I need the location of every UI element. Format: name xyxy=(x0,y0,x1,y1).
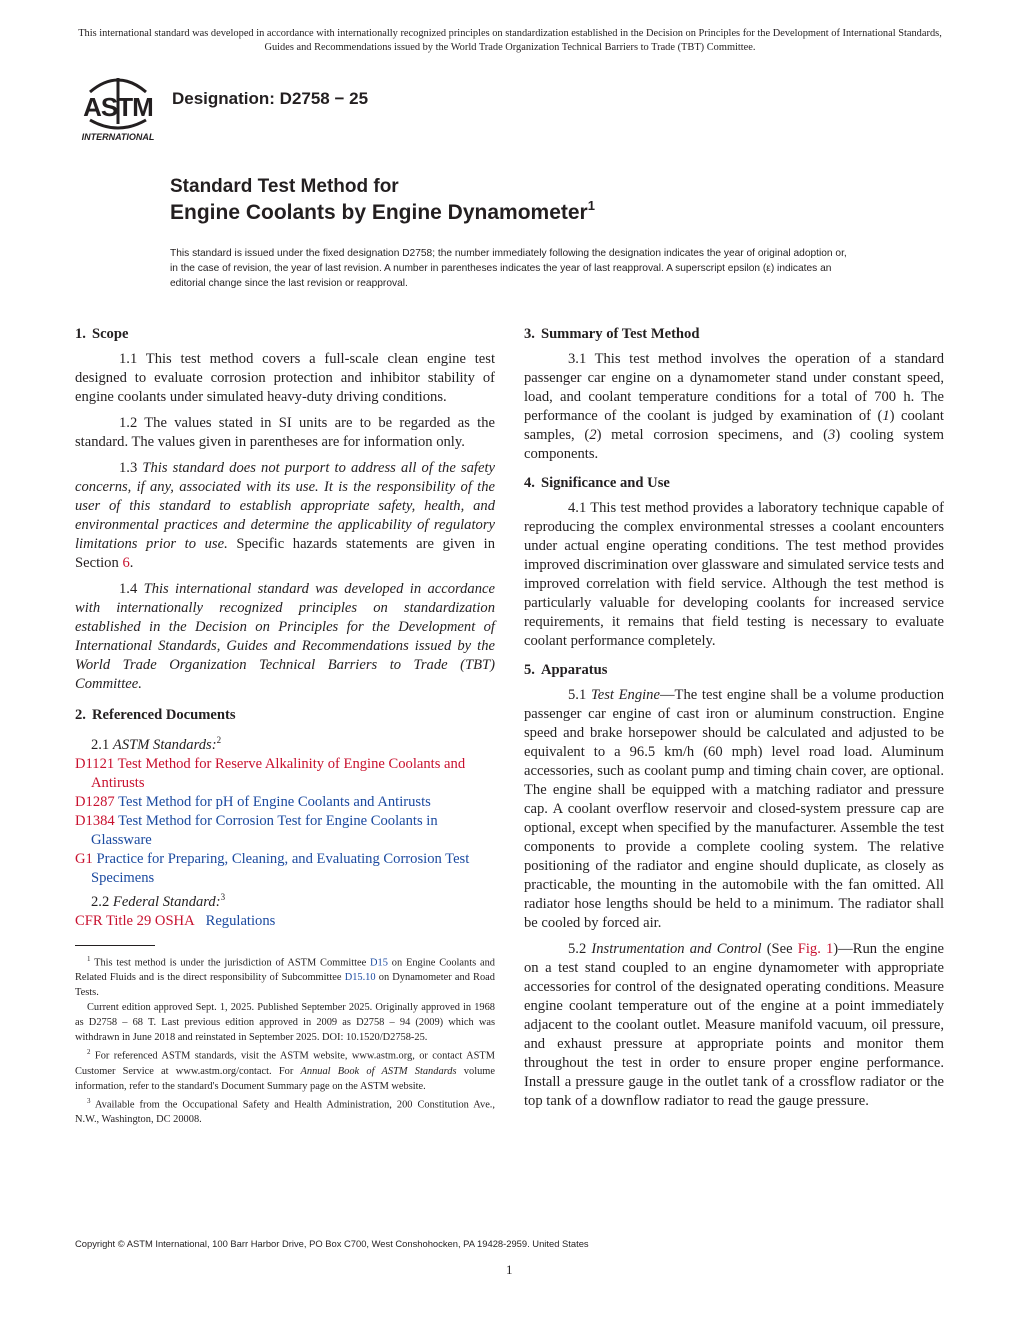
paragraph-1-3: 1.3 This standard does not purport to address all of the safety concerns, if any, associated with its use. It is the responsibility of the user of this standard to establish appropriate safety, health, and environmental practices and determine the applicability of regulatory limitations prior to use. Specific hazards statements are given in Section 6. xyxy=(75,460,495,571)
wto-notice: This international standard was developed in accordance with internationally recognized principles on standardization established in the Decision on Principles for the Development of International Standards, Guides and Recommendations issued by the World Trade Organization Technical Barriers to Trade (TBT) Committee. xyxy=(78,28,942,53)
logo-subtext: INTERNATIONAL xyxy=(81,132,155,142)
paragraph-5-2: 5.2 Instrumentation and Control (See Fig. 1)—Run the engine on a test stand coupled to an engine dynamometer with appropriate accessories for control of the designated operating conditions. Measure engine coolant temperature out of the engine at a point immediately adjacent to the coolant outlet. Measure manifold vacuum, oil pressure, and exhaust pressure at appropriate points and monitor them throughout the test in order to ensure proper engine performance. Install a pressure gauge in the outlet tank of a crossflow radiator or the top tank of a downflow radiator to read the gauge pressure. xyxy=(524,941,944,1109)
title-footnote-mark: 1 xyxy=(587,198,595,213)
paragraph-2-1: 2.1 ASTM Standards:$^2$ xyxy=(91,735,222,753)
paragraph-1-2: 1.2 The values stated in SI units are to be regarded as the standard. The values given in parentheses are for information only. xyxy=(75,415,495,450)
figure-1-link[interactable]: Fig. 1 xyxy=(797,941,834,957)
paragraph-4-1: 4.1 This test method provides a laboratory technique capable of reproducing the complex environmental stresses a coolant encounters under actual engine operating conditions. The test method provides improved discrimination over glassware and simulated service tests and improved correlation with field service. Although the test method is particularly valuable for developing coolants for increased service requirements, it remains that field testing is necessary to evaluate coolant performance completely. xyxy=(524,500,944,649)
ref-d1384[interactable]: D1384 Test Method for Corrosion Test for Engine Coolants in Glassware xyxy=(75,812,438,848)
section-heading-summary: 3. Summary of Test Method xyxy=(524,326,700,342)
page-number: 1 xyxy=(506,1262,513,1277)
footnote-rule xyxy=(75,945,155,946)
document-title xyxy=(170,175,595,227)
astm-logo xyxy=(74,74,162,144)
footnote-3: $^3$ Available from the Occupational Safety and Health Administration, 200 Constitution Ave., N.W., Washington, DC 20008. xyxy=(75,1096,495,1126)
section-heading-scope: 1. Scope xyxy=(75,326,129,342)
section-heading-significance: 4. Significance and Use xyxy=(524,475,670,491)
footnote-1: $^1$ This test method is under the jurisdiction of ASTM Committee D15 on Engine Coolants and Related Fluids and is the direct responsibility of Subcommittee D15.10 on Dynamometer and Road Tests. xyxy=(75,954,495,999)
paragraph-5-1: 5.1 Test Engine—The test engine shall be a volume production passenger car engine of cast iron or aluminum construction. Engine speed and brake horsepower should be calculated and adjusted to be equivalent to a 96.5 km/h (60 mph) level road load. Aluminum accessories, such as coolant pump and timing chain cover, are optional. The engine shall be equipped with a matching radiator and pressure cap. A coolant overflow reservoir and closed-system pressure cap are optional, except when specified by the manufacturer. Assemble the test components to provide a complete cooling system. The relative positioning of the radiator and engine should duplicate, as closely as practicable, the mounting in the automobile with the fan omitted. All radiator hose lengths should be held to a minimum. The radiator shall be cooled by forced air. xyxy=(524,687,944,931)
section-heading-apparatus: 5. Apparatus xyxy=(524,662,608,678)
paragraph-1-1: 1.1 This test method covers a full-scale clean engine test designed to evaluate corrosion protection and inhibitor stability of engine coolants under simulated heavy-duty driving conditions. xyxy=(75,351,495,405)
issued-note: This standard is issued under the fixed designation D2758; the number immediately following the designation indicates the year of original adoption or, in the case of revision, the year of last revision. A number in parentheses indicates the year of last reapproval. A superscript epsilon (ε) indicates an editorial change since the last revision or reapproval. xyxy=(170,248,847,289)
paragraph-2-2: 2.2 Federal Standard:$^3$ xyxy=(91,891,226,910)
section-heading-referenced: 2. Referenced Documents xyxy=(75,707,236,723)
ref-d1121[interactable]: D1121 Test Method for Reserve Alkalinity of Engine Coolants and Antirusts xyxy=(75,755,466,791)
copyright: Copyright © ASTM International, 100 Barr Harbor Drive, PO Box C700, West Conshohocken, PA 19428-2959. United States xyxy=(75,1238,589,1249)
ref-cfr[interactable]: CFR Title 29 OSHA Regulations xyxy=(75,912,276,929)
designation: Designation: D2758 − 25 xyxy=(172,89,369,108)
section-6-link[interactable]: 6 xyxy=(122,555,130,571)
footnote-1-edition: Current edition approved Sept. 1, 2025. Published September 2025. Originally approved in 1968 as D2758 – 68 T. Last previous edition approved in 2009 as D2758 – 94 (2009) which was withdrawn in June 2018 and reinstated in September 2025. DOI: 10.1520/D2758-25. xyxy=(75,1002,495,1044)
title-line-2: Engine Coolants by Engine Dynamometer$^1$ xyxy=(170,198,595,224)
right-column xyxy=(524,322,944,1118)
paragraph-3-1: 3.1 This test method involves the operation of a standard passenger car engine on a dynamometer stand under constant speed, load, and coolant temperature conditions for a total of 700 h. The performance of the coolant is judged by examination of (1) coolant samples, (2) metal corrosion specimens, and (3) cooling system components. xyxy=(524,351,944,462)
ref-g1[interactable]: G1 Practice for Preparing, Cleaning, and Evaluating Corrosion Test Specimens xyxy=(75,850,470,886)
footnote-2: $^2$ For referenced ASTM standards, visit the ASTM website, www.astm.org, or contact ASTM Customer Service at www.astm.org/contact. For Annual Book of ASTM Standards volume information, refer to the standard's Document Summary page on the ASTM website. xyxy=(75,1048,495,1092)
logo-text: ASTM xyxy=(83,92,153,122)
title-line-1: Standard Test Method for xyxy=(170,176,399,197)
paragraph-1-4: 1.4 This international standard was developed in accordance with internationally recognized principles on standardization established in the Decision on Principles for the Development of International Standards, Guides and Recommendations issued by the World Trade Organization Technical Barriers to Trade (TBT) Committee. xyxy=(75,581,495,692)
left-column xyxy=(75,322,495,1127)
ref-d1287[interactable]: D1287 Test Method for pH of Engine Coolants and Antirusts xyxy=(75,793,431,810)
astm-logo-icon xyxy=(74,74,162,144)
